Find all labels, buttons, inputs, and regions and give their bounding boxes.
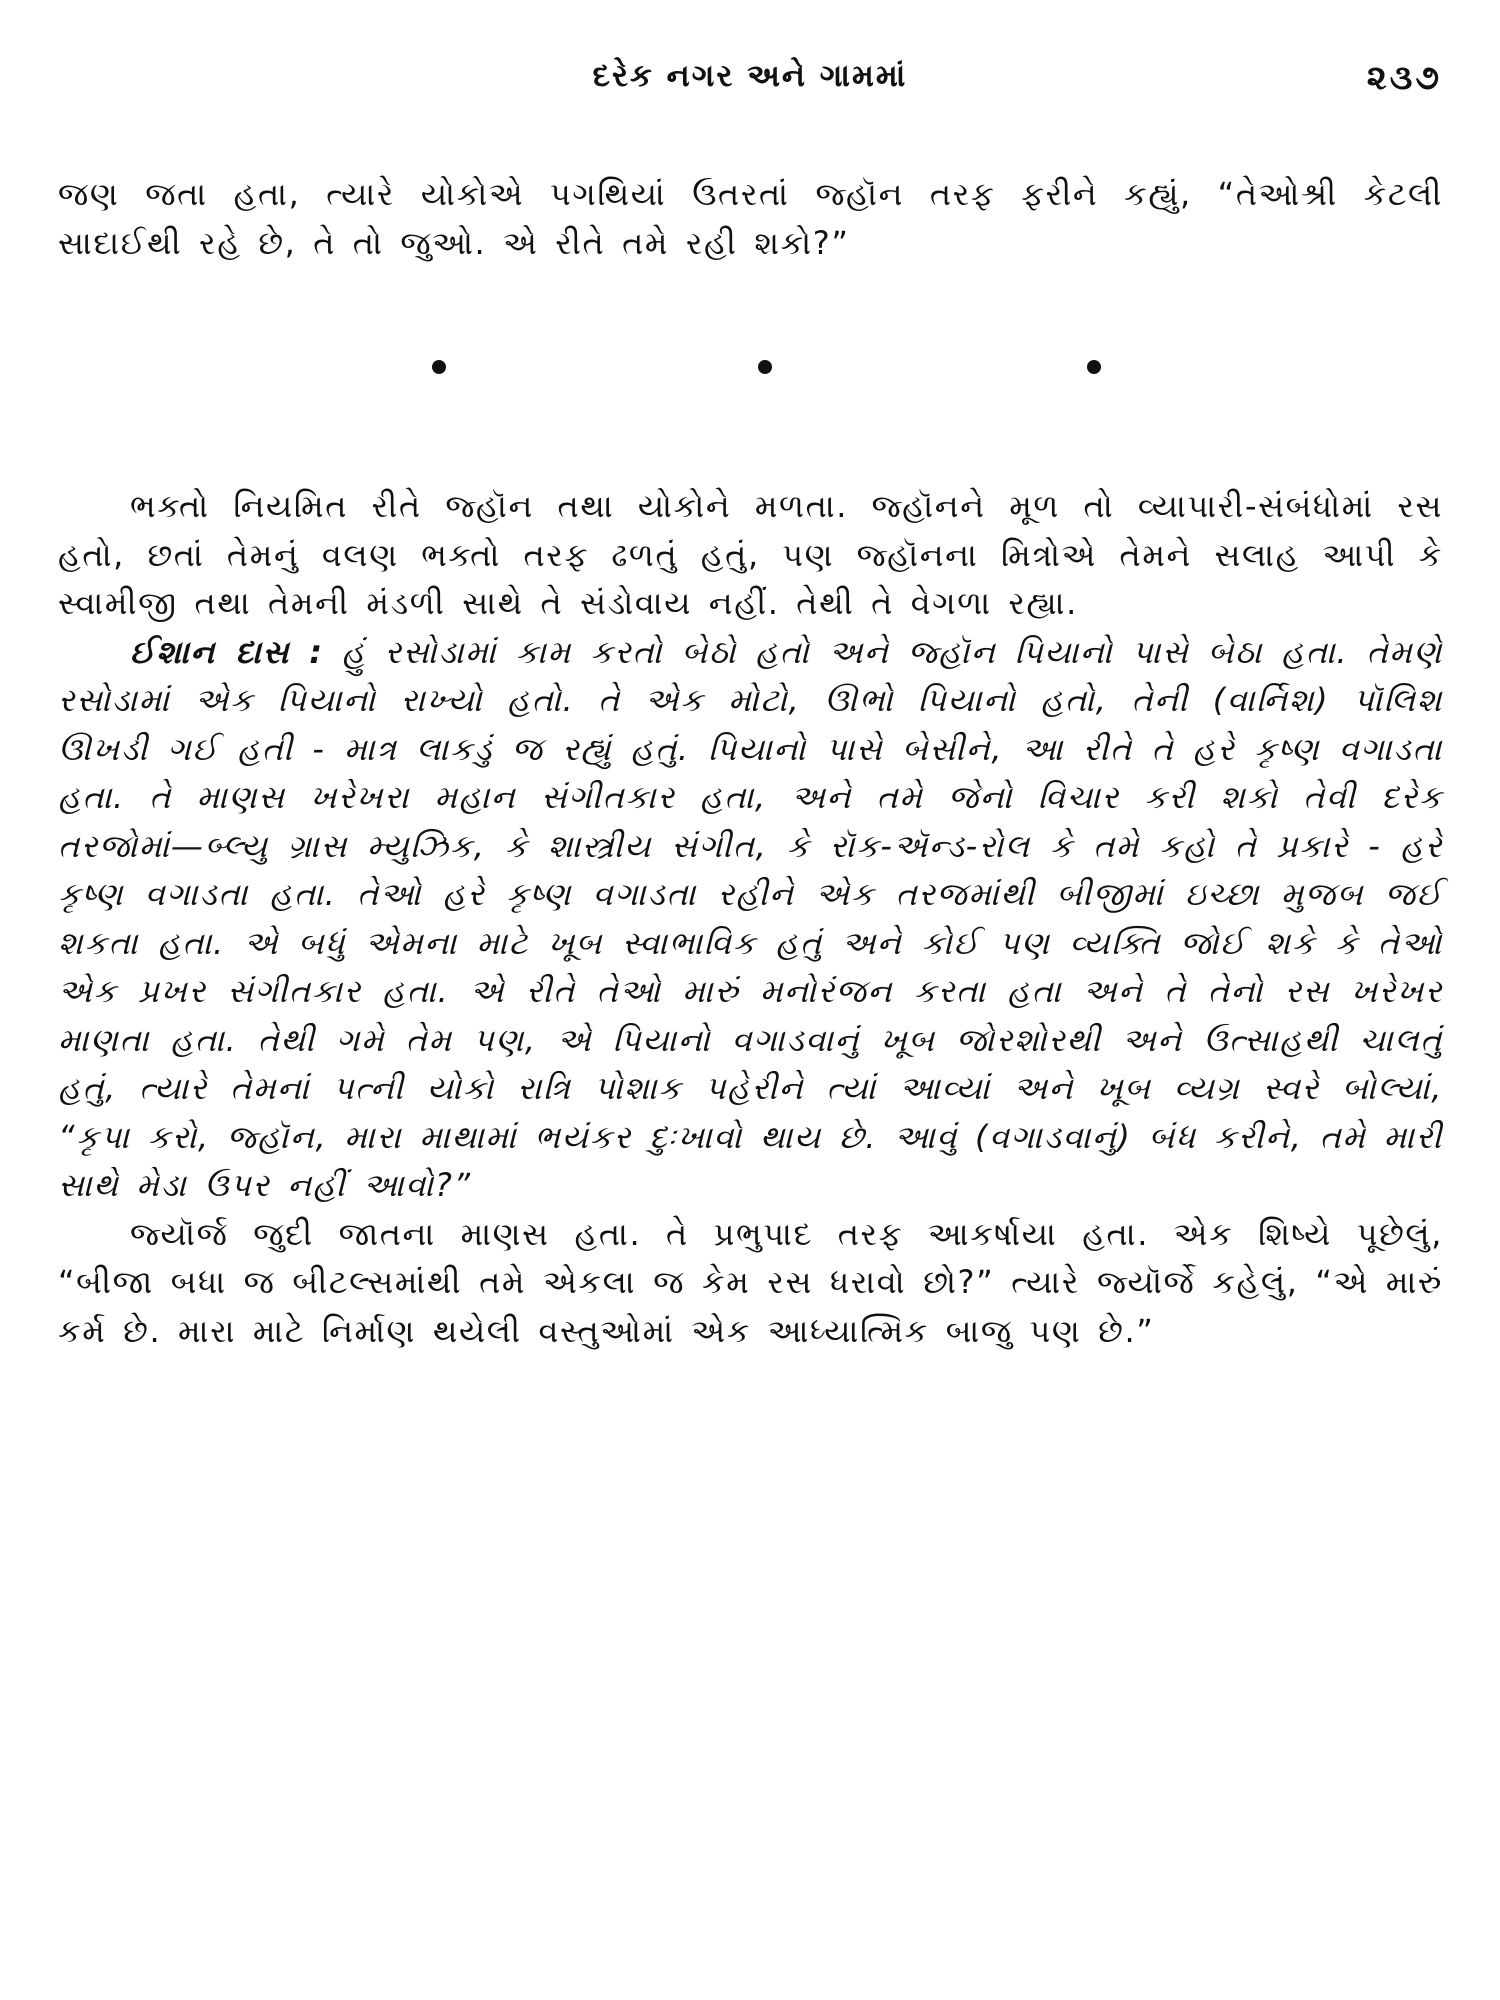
running-title: દરેક નગર અને ગામમાં	[592, 58, 908, 94]
continuation-paragraph: જણ જતા હતા, ત્યારે યોકોએ પગથિયાં ઉતરતાં જ્હૉન તરફ ફરીને કહ્યું, “તેઓશ્રી કેટલી સાદાઈથી રહે છે, તે તો જુઓ. એ રીતે તમે રહી શકો?”	[58, 175, 1443, 262]
speaker-label: ઈશાન દાસ :	[130, 632, 324, 671]
quoted-account-paragraph	[58, 628, 1443, 1210]
section-break-dot	[1087, 360, 1101, 374]
paragraph-george: જ્યૉર્જ જુદી જાતના માણસ હતા. તે પ્રભુપાદ તરફ આકર્ષાયા હતા. એક શિષ્યે પૂછેલું, “બીજા બધા જ બીટલ્સમાંથી તમે એકલા જ કેમ રસ ધરાવો છો?” ત્યારે જ્યૉર્જે કહેલું, “એ મારું કર્મ છે. મારા માટે નિર્માણ થયેલી વસ્તુઓમાં એક આધ્યાત્મિક બાજુ પણ છે.”	[58, 1214, 1443, 1350]
section-break-ornament	[0, 360, 1500, 390]
section-break-dot	[432, 360, 446, 374]
section-break-dot	[758, 360, 772, 374]
quoted-account-text: હું રસોડામાં કામ કરતો બેઠો હતો અને જ્હૉન પિયાનો પાસે બેઠા હતા. તેમણે રસોડામાં એક પિયાનો રાખ્યો હતો. તે એક મોટો, ઊભો પિયાનો હતો, તેની (વાર્નિશ) પૉલિશ ઊખડી ગઈ હતી - માત્ર લાકડું જ રહ્યું હતું. પિયાનો પાસે બેસીને, આ રીતે તે હરે કૃષ્ણ વગાડતા હતા. તે માણસ ખરેખરા મહાન સંગીતકાર હતા, અને તમે જેનો વિચાર કરી શકો તેવી દરેક તરજોમાં—બ્લ્યુ ગ્રાસ મ્યુઝિક, કે શાસ્ત્રીય સંગીત, કે રૉક-ઍન્ડ-રોલ કે તમે કહો તે પ્રકારે - હરે કૃષ્ણ વગાડતા હતા. તેઓ હરે કૃષ્ણ વગાડતા રહીને એક તરજમાંથી બીજીમાં ઇચ્છા મુજબ જઈ શકતા હતા. એ બધું એમના માટે ખૂબ સ્વાભાવિક હતું અને કોઈ પણ વ્યક્તિ જોઈ શકે કે તેઓ એક પ્રખર સંગીતકાર હતા. એ રીતે તેઓ મારું મનોરંજન કરતા હતા અને તે તેનો રસ ખરેખર માણતા હતા. તેથી ગમે તેમ પણ, એ પિયાનો વગાડવાનું ખૂબ જોરશોરથી અને ઉત્સાહથી ચાલતું હતું, ત્યારે તેમનાં પત્ની યોકો રાત્રિ પોશાક પહેરીને ત્યાં આવ્યાં અને ખૂબ વ્યગ્ર સ્વરે બોલ્યાં, “કૃપા કરો, જ્હૉન, મારા માથામાં ભયંકર દુઃખાવો થાય છે. આવું (વગાડવાનું) બંધ કરીને, તમે મારી સાથે મેડા ઉપર નહીં આવો?”	[58, 632, 1443, 1204]
paragraph-devotees-meeting: ભક્તો નિયમિત રીતે જ્હૉન તથા યોકોને મળતા. જ્હૉનને મૂળ તો વ્યાપારી-સંબંધોમાં રસ હતો, છતાં તેમનું વલણ ભક્તો તરફ ઢળતું હતું, પણ જ્હૉનના મિત્રોએ તેમને સલાહ આપી કે સ્વામીજી તથા તેમની મંડળી સાથે તે સંડોવાય નહીં. તેથી તે વેગળા રહ્યા.	[58, 487, 1443, 622]
page-number: ૨૩૭	[1366, 58, 1442, 98]
continuation-block	[58, 170, 1443, 267]
page-header	[58, 58, 1442, 106]
main-text	[58, 482, 1443, 1355]
